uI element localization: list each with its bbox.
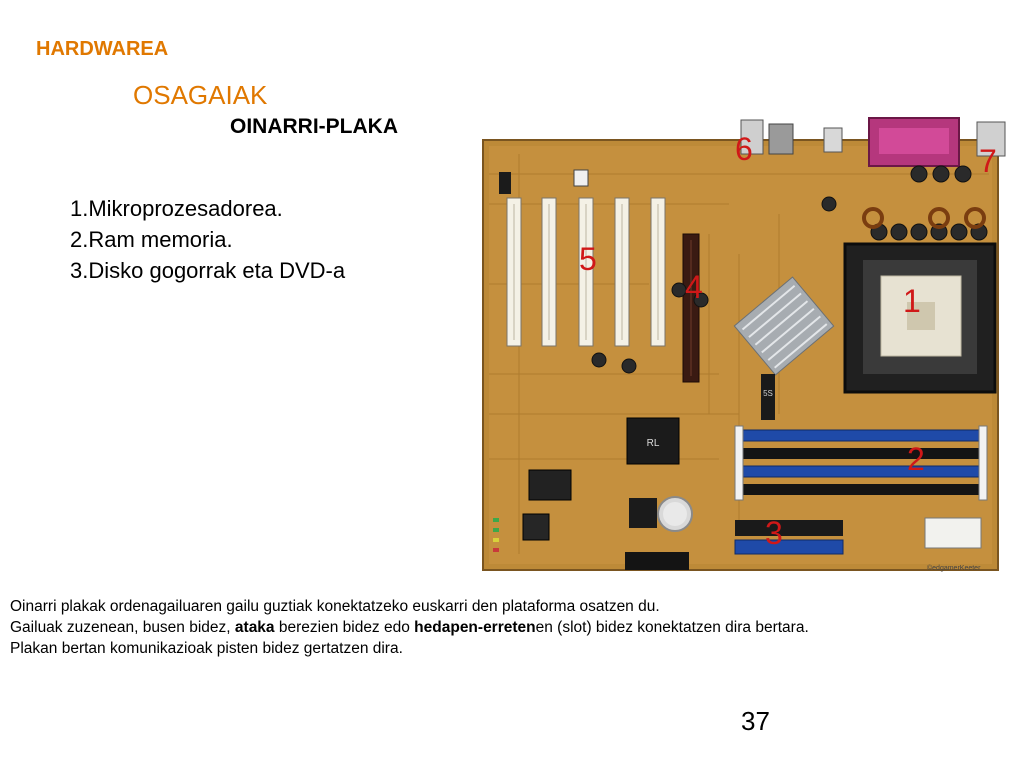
motherboard-image [479, 114, 1016, 574]
list-item: 3.Disko gogorrak eta DVD-a [70, 258, 346, 283]
caption-text-part: Gailuak zuzenean, busen bidez, [10, 619, 235, 636]
component-list [70, 193, 345, 286]
chip-label: 5S [763, 389, 773, 398]
component-label-1: 1 [903, 283, 921, 319]
component-label-6: 6 [735, 131, 753, 167]
caption-line-3: Plakan bertan komunikazioak pisten bidez gertatzen dira. [10, 640, 403, 657]
component-label-5: 5 [579, 241, 597, 277]
component-label-2: 2 [907, 441, 925, 477]
caption-text [10, 596, 1010, 659]
list-item: 2.Ram memoria. [70, 227, 233, 252]
list-item: 1.Mikroprozesadorea. [70, 196, 283, 221]
image-credit: ©edgamerKeeter [927, 565, 981, 572]
caption-line-2 [10, 617, 1010, 638]
subtopic-title: OINARRI-PLAKA [230, 115, 398, 138]
motherboard-figure [479, 114, 1016, 574]
component-label-4: 4 [685, 269, 703, 305]
component-label-7: 7 [979, 143, 997, 179]
topic-title: OSAGAIAK [133, 80, 268, 110]
component-label-3: 3 [765, 515, 783, 551]
chip-label: RL [646, 438, 660, 449]
caption-text-part: en (slot) bidez konektatzen dira bertara. [535, 619, 809, 636]
caption-line-1: Oinarri plakak ordenagailuaren gailu guztiak konektatzeko euskarri den plataforma osatzen du. [10, 598, 660, 615]
caption-bold-term: ataka [234, 619, 275, 636]
page-number: 37 [741, 706, 770, 736]
caption-text-part: berezien bidez edo [274, 619, 415, 636]
caption-bold-term: hedapen-erreten [414, 619, 536, 636]
section-title: HARDWAREA [36, 38, 169, 60]
